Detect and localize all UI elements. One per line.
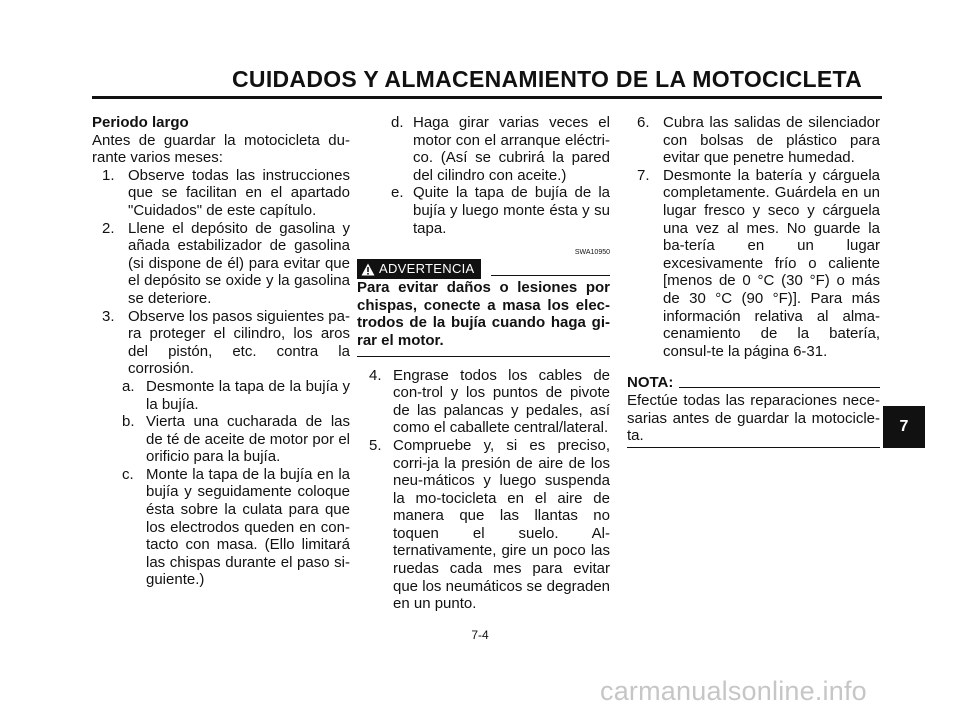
column-left (92, 114, 350, 589)
item-text: Haga girar varias veces el motor con el arranque eléctri-co. (Así se cubrirá la pared del cilindro con aceite.) (413, 114, 610, 184)
item-number: 5. (369, 436, 382, 454)
sub-list-item (92, 378, 350, 413)
item-number: 1. (102, 166, 115, 184)
warning-rule (491, 275, 610, 276)
list-item (627, 114, 880, 167)
note-header (627, 374, 880, 392)
item-letter: c. (122, 465, 134, 483)
item-number: 2. (102, 219, 115, 237)
list-item (357, 367, 610, 437)
section-heading: Periodo largo (92, 114, 189, 131)
item-text: Observe todas las instrucciones que se facilitan en el apartado "Cuidados" de este capítulo. (128, 166, 350, 219)
item-text: Cubra las salidas de silenciador con bolsas de plástico para evitar que penetre humedad. (663, 114, 880, 167)
list-item (357, 437, 610, 613)
note-label: NOTA: (627, 374, 674, 392)
item-number: 3. (102, 307, 115, 325)
list-item (627, 167, 880, 361)
intro-paragraph: Antes de guardar la motocicleta du-rante varios meses: (92, 131, 350, 167)
item-text: Quite la tapa de bujía de la bujía y luego monte ésta y su tapa. (413, 184, 610, 237)
warning-label: ADVERTENCIA (379, 261, 475, 277)
page-number: 7-4 (471, 628, 489, 642)
warning-triangle-icon (361, 263, 375, 276)
item-letter: d. (391, 114, 404, 131)
sub-list-item (357, 184, 610, 237)
warning-badge (357, 259, 481, 279)
note-rule (679, 387, 880, 388)
list-item (92, 220, 350, 308)
item-text: Vierta una cucharada de las de té de aceite de motor por el orificio para la bujía. (146, 413, 350, 466)
list-item (92, 308, 350, 378)
sub-list-item (357, 114, 610, 184)
note-text: Efectúe todas las reparaciones nece-sarias antes de guardar la motocicle-ta. (627, 392, 880, 448)
warning-code: SWA10950 (574, 249, 610, 257)
item-number: 7. (637, 166, 650, 184)
item-text: Engrase todos los cables de con-trol y los puntos de pivote de las palancas y pedales, así como el caballete central/lateral. (393, 366, 610, 437)
item-text: Llene el depósito de gasolina y añada estabilizador de gasolina (si dispone de él) para evitar que el depósito se oxide y la gasolina se deteriore. (128, 219, 350, 307)
list-item (92, 167, 350, 220)
list-continued (357, 367, 610, 613)
item-text: Desmonte la tapa de la bujía y la bujía. (146, 377, 350, 413)
item-number: 4. (369, 366, 382, 384)
warning-header (357, 259, 610, 279)
page-title: CUIDADOS Y ALMACENAMIENTO DE LA MOTOCICLETA (232, 66, 863, 92)
sub-list-item (92, 466, 350, 589)
column-middle (357, 114, 610, 613)
item-letter: a. (122, 377, 135, 395)
item-letter: b. (122, 413, 135, 431)
item-text: Compruebe y, si es preciso, corri-ja la presión de aire de los neu-máticos y luego suspenda la mo-tocicleta en el aire de manera que las llantas no toquen el suelo. Al-ternativamente, gire un poco las ruedas cada mes para evitar que los neumáticos se degraden en un punto. (393, 436, 610, 613)
item-text: Monte la tapa de la bujía en la bujía y seguidamente coloque ésta sobre la culata para que los electrodos queden en con-tacto con masa. (Ello limitará las chispas durante el paso si-guiente.) (146, 465, 350, 589)
watermark: carmanualsonline.info (600, 676, 867, 706)
warning-text: Para evitar daños o lesiones por chispas, conecte a masa los elec-trodos de la bujía cuando haga gi-rar el motor. (357, 279, 610, 356)
item-text: Observe los pasos siguientes pa-ra proteger el cilindro, los aros del pistón, etc. contra la corrosión. (128, 307, 350, 378)
item-letter: e. (391, 184, 404, 202)
chapter-tab: 7 (883, 406, 925, 448)
item-number: 6. (637, 114, 650, 131)
sub-list-item (92, 413, 350, 466)
item-text: Desmonte la batería y cárguela completamente. Guárdela en un lugar fresco y seco y cárguela una vez al mes. No guarde la ba-tería en un lugar excesivamente frío o caliente [menos de 0 °C (30 °F) o más de 30 °C (90 °F)]. Para más información relativa al alma-cenamiento de la batería, consul-te la página 6-31. (663, 166, 880, 360)
title-rule (92, 96, 882, 99)
column-right (627, 114, 880, 448)
